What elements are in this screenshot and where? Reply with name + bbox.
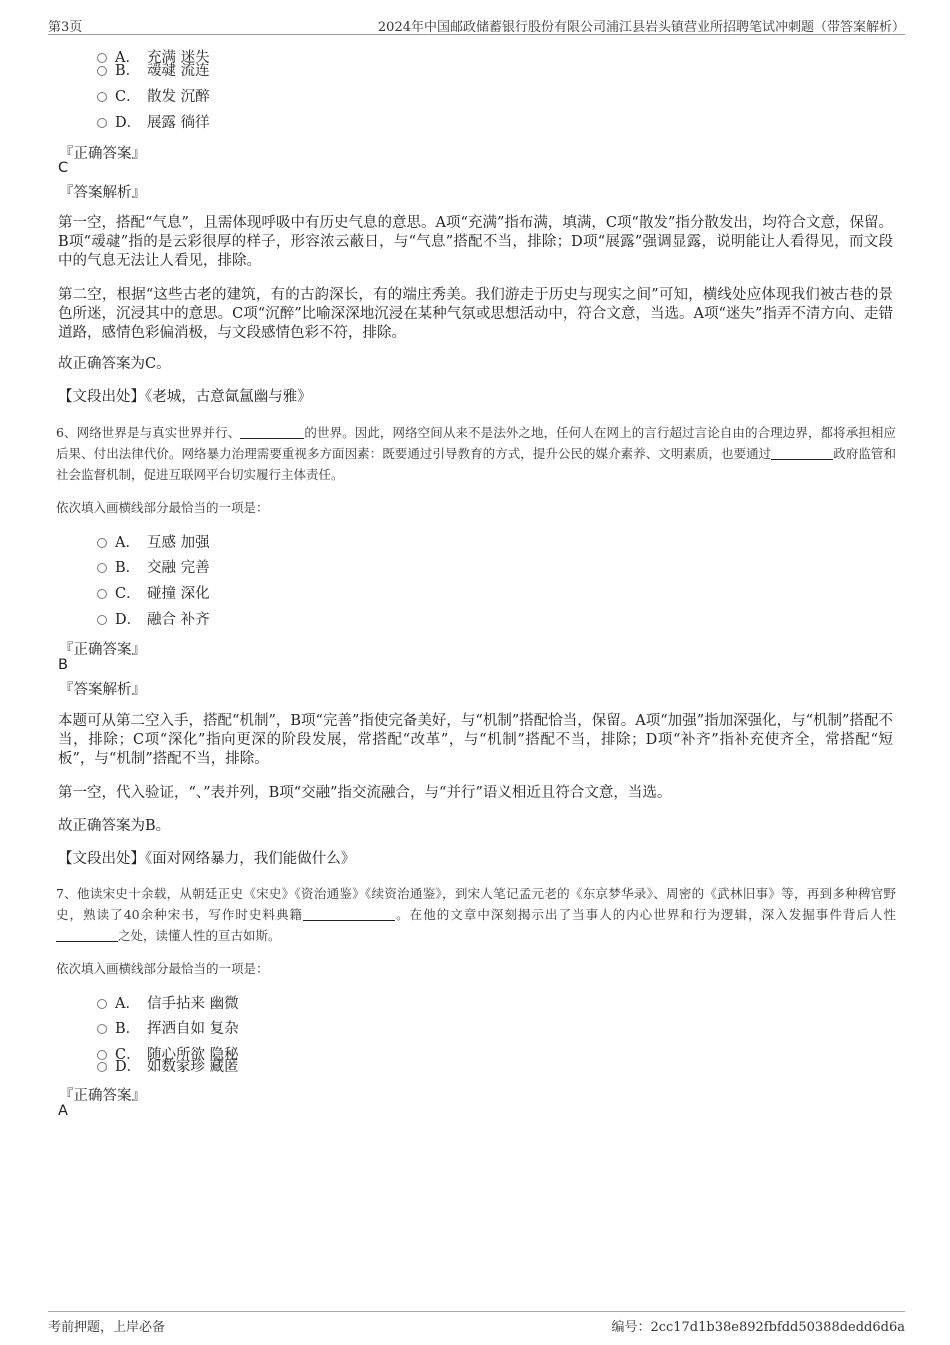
radio-icon[interactable] — [97, 118, 107, 128]
fill-blank — [240, 425, 304, 439]
answer-label: 『正确答案』 — [59, 642, 146, 658]
analysis-conclusion: 故正确答案为B。 — [58, 818, 171, 834]
fill-blank — [771, 446, 833, 460]
page-header — [48, 12, 905, 35]
analysis-label: 『答案解析』 — [59, 185, 146, 201]
option-a[interactable]: A． 互感 加强 — [97, 533, 210, 553]
radio-icon[interactable] — [97, 615, 107, 625]
question-7-text: 7、他读宋史十余载，从朝廷正史《宋史》《资治通鉴》《续资治通鉴》，到宋人笔记孟元老的《东京梦华录》、周密的《武林旧事》等，再到多种稗官野史，熟读了40余种宋书，写作时史料典籍 。在他的文章中深刻揭示出了当事人的内心世界和行为逻辑，深入发掘事件背后人性之处，读懂人性的亘古如斯。 — [56, 886, 896, 943]
page-footer — [48, 1311, 905, 1334]
radio-icon[interactable] — [97, 589, 107, 599]
option-a[interactable]: A． 充满 迷失 — [97, 48, 210, 68]
option-d[interactable]: D． 如数家珍 藏匿 — [97, 1057, 239, 1077]
answer-label: 『正确答案』 — [59, 1088, 146, 1104]
radio-icon[interactable] — [97, 538, 107, 548]
analysis-paragraph: 第二空，根据“这些古老的建筑，有的古韵深长，有的端庄秀美。我们游走于历史与现实之间”可知，横线处应体现我们被古巷的景色所迷，沉浸其中的意思。C项“沉醉”比喻深深地沉浸在某种气氛或思想活动中，符合文意，当选。A项“迷失”指弄不清方向、走错道路，感情色彩偏消极，与文段感情色彩不符，排除。 — [58, 287, 893, 341]
document-title: 2024年中国邮政储蓄银行股份有限公司浦江县岩头镇营业所招聘笔试冲刺题（带答案解析） — [377, 20, 905, 35]
option-c[interactable]: C． 散发 沉醉 — [97, 87, 210, 107]
question-instruction: 依次填入画横线部分最恰当的一项是： — [56, 500, 269, 515]
option-c[interactable]: C． 碰撞 深化 — [97, 584, 210, 604]
option-b[interactable]: B． 交融 完善 — [97, 558, 210, 578]
option-b[interactable]: B． 叆叇 流连 — [97, 61, 210, 81]
option-a[interactable]: A． 信手拈来 幽微 — [97, 994, 239, 1014]
radio-icon[interactable] — [97, 999, 107, 1009]
radio-icon[interactable] — [97, 1024, 107, 1034]
radio-icon[interactable] — [97, 66, 107, 76]
fill-blank — [303, 907, 395, 921]
radio-icon[interactable] — [97, 92, 107, 102]
answer-value: A — [58, 1103, 68, 1119]
answer-value: B — [58, 657, 68, 673]
fill-blank — [56, 928, 118, 942]
radio-icon[interactable] — [97, 563, 107, 573]
source-citation: 【文段出处】《老城，古意氤氲幽与雅》 — [58, 389, 312, 405]
analysis-conclusion: 故正确答案为C。 — [58, 356, 171, 372]
analysis-paragraph: 本题可从第二空入手，搭配“机制”，B项“完善”指使完备美好，与“机制”搭配恰当，保留。A项“加强”指加深强化，与“机制”搭配不当，排除；C项“深化”指向更深的阶段发展，常搭配“改革”，与“机制”搭配不当，排除；D项“补齐”指补充使齐全，常搭配“短板”，与“机制”搭配不当，排除。 — [58, 713, 893, 767]
source-citation: 【文段出处】《面对网络暴力，我们能做什么》 — [58, 851, 356, 867]
analysis-paragraph: 第一空，搭配“气息”，且需体现呼吸中有历史气息的意思。A项“充满”指布满，填满，C项“散发”指分散发出，均符合文意，保留。B项“叆叇”指的是云彩很厚的样子，形容浓云蔽日，与“气息”搭配不当，排除；D项“展露”强调显露，说明能让人看得见，而文段中的气息无法让人看见，排除。 — [58, 215, 893, 269]
option-b[interactable]: B． 挥洒自如 复杂 — [97, 1019, 239, 1039]
question-6-text: 6、网络世界是与真实世界并行、 的世界。因此，网络空间从来不是法外之地，任何人在网上的言行超过言论自由的合理边界，都将承担相应后果、付出法律代价。网络暴力治理需要重视多方面因素：既要通过引导教育的方式，提升公民的媒介素养、文明素质，也要通过 政府监管和社会监督机制，促进互联网平台切实履行主体责任。 — [56, 425, 896, 482]
footer-slogan: 考前押题，上岸必备 — [48, 1320, 166, 1335]
option-d[interactable]: D． 融合 补齐 — [97, 610, 210, 630]
page-number: 第3页 — [48, 20, 83, 35]
answer-value: C — [58, 160, 69, 176]
option-c[interactable]: C． 随心所欲 隐秘 — [97, 1045, 239, 1065]
option-d[interactable]: D． 展露 徜徉 — [97, 113, 210, 133]
analysis-paragraph: 第一空，代入验证，“、”表并列，B项“交融”指交流融合，与“并行”语义相近且符合文意，当选。 — [58, 785, 672, 801]
radio-icon[interactable] — [97, 1062, 107, 1072]
document-id: 编号：2cc17d1b38e892fbfdd50388dedd6d6a — [611, 1320, 905, 1335]
question-instruction: 依次填入画横线部分最恰当的一项是： — [56, 961, 269, 976]
answer-label: 『正确答案』 — [59, 146, 146, 162]
analysis-label: 『答案解析』 — [59, 682, 146, 698]
